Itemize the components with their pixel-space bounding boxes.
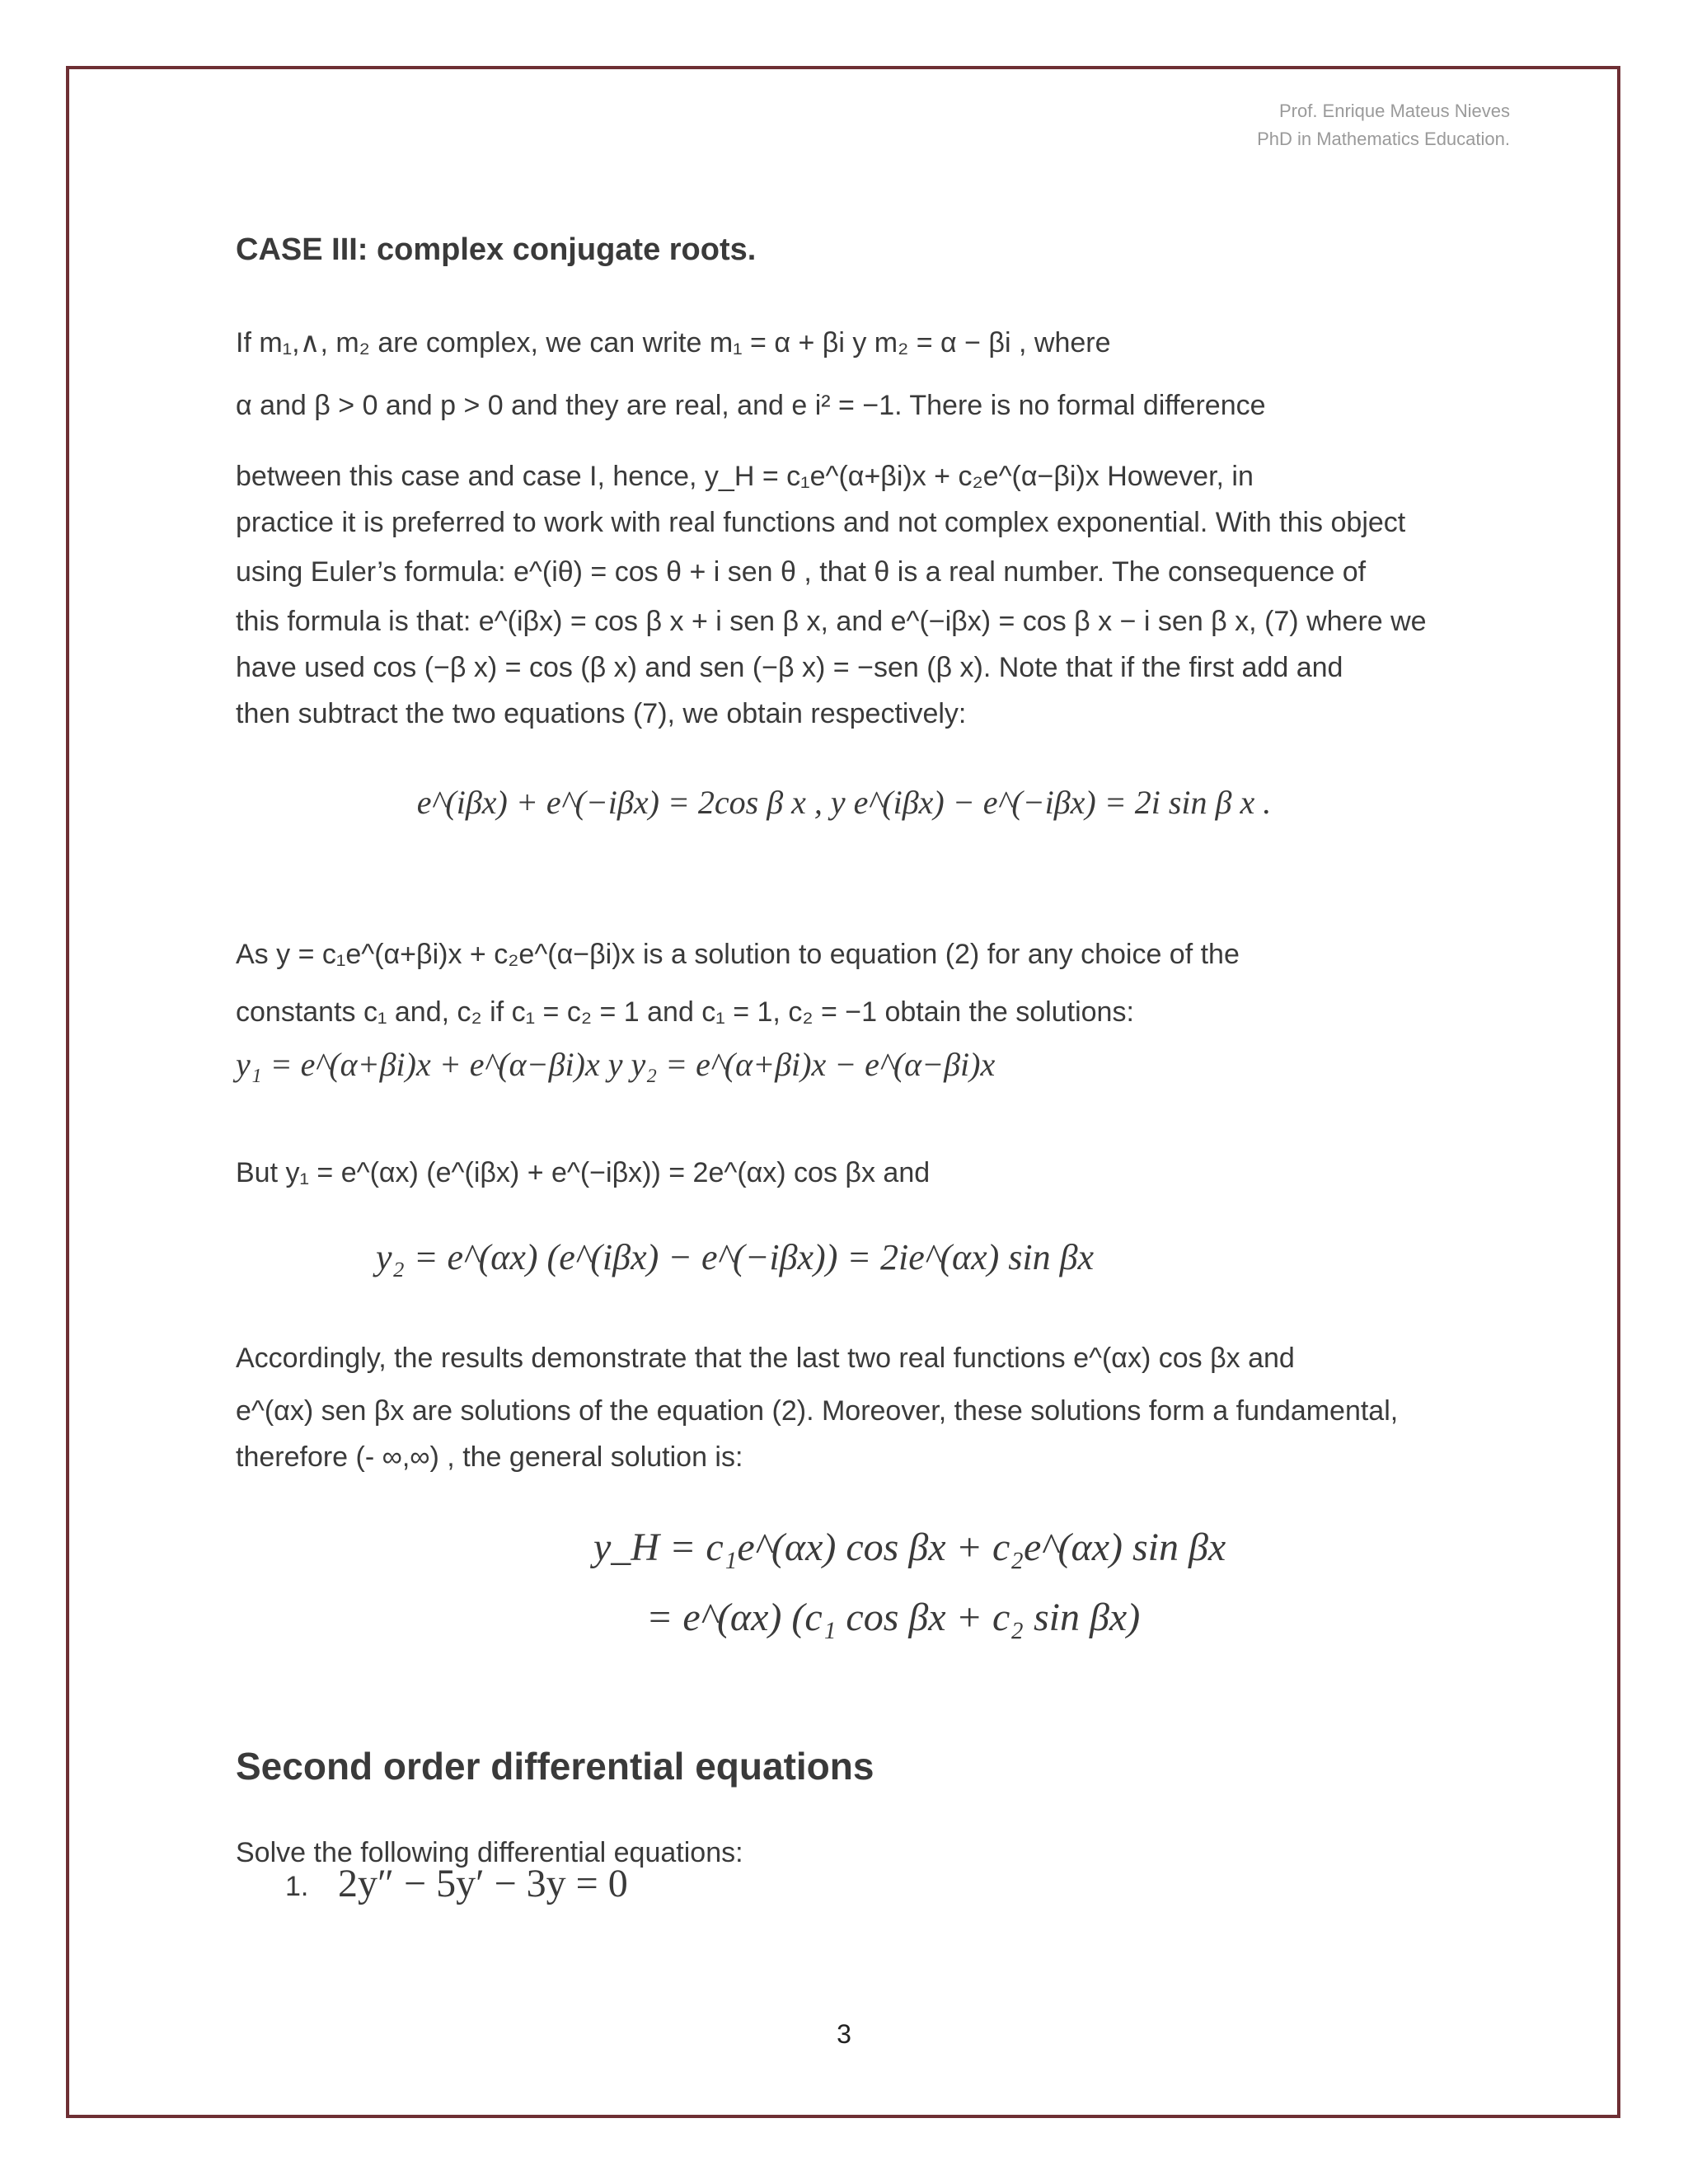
general-solution-line-1: y_H = c₁e^(αx) cos βx + c₂e^(αx) sin βx — [593, 1526, 1226, 1569]
p1-line-8: then subtract the two equations (7), we obtain respectively: — [236, 698, 967, 729]
p2-line-2: constants c₁ and, c₂ if c₁ = c₂ = 1 and c₁ = 1, c₂ = −1 obtain the solutions: — [236, 996, 1134, 1028]
p3-line-3: therefore (- ∞,∞) , the general solution is: — [236, 1441, 743, 1473]
p1-line-4: practice it is preferred to work with real functions and not complex exponential. With this object — [236, 507, 1406, 538]
exercise-intro: Solve the following differential equations: — [236, 1837, 743, 1868]
general-solution-line-2: = e^(αx) (c₁ cos βx + c₂ sin βx) — [646, 1596, 1141, 1639]
page-number: 3 — [837, 2019, 851, 2049]
p3-line-1: Accordingly, the results demonstrate that the last two real functions e^(αx) cos βx and — [236, 1343, 1295, 1374]
p1-line-5: using Euler’s formula: e^(iθ) = cos θ + i sen θ , that θ is a real number. The consequence of — [236, 556, 1367, 588]
header-degree: PhD in Mathematics Education. — [1257, 129, 1510, 149]
equation-y2: y₂ = e^(αx) (e^(iβx) − e^(−iβx)) = 2ie^(αx) sin βx — [376, 1237, 1095, 1277]
paragraph-3 — [236, 1335, 1510, 1480]
paragraph-1 — [236, 320, 1510, 737]
paragraph-2 — [236, 931, 1510, 1088]
p1-line-3: between this case and case I, hence, y_H = c₁e^(α+βi)x + c₂e^(α−βi)x However, in — [236, 461, 1254, 492]
p1-line-1: If m₁,∧, m₂ are complex, we can write m₁ = α + βi y m₂ = α − βi , where — [236, 327, 1111, 359]
p3-line-2: e^(αx) sen βx are solutions of the equation (2). Moreover, these solutions form a fundamental, — [236, 1395, 1399, 1427]
p1-line-7: have used cos (−β x) = cos (β x) and sen (−β x) = −sen (β x). Note that if the first add and — [236, 652, 1343, 683]
exercise-1-equation: 2y″ − 5y′ − 3y = 0 — [338, 1862, 628, 1905]
header-author: Prof. Enrique Mateus Nieves — [1278, 101, 1510, 121]
p2-line-1: As y = c₁e^(α+βi)x + c₂e^(α−βi)x is a solution to equation (2) for any choice of the — [236, 939, 1240, 970]
section-title-second-order: Second order differential equations — [236, 1745, 874, 1788]
p1-line-2: α and β > 0 and p > 0 and they are real, and e i² = −1. There is no formal difference — [236, 390, 1266, 421]
page-header — [1257, 97, 1510, 153]
p1-line-6: this formula is that: e^(iβx) = cos β x + i sen β x, and e^(−iβx) = cos β x − i sen β x, (7) where we — [236, 606, 1427, 637]
exercise-1-number: 1. — [285, 1871, 309, 1902]
p2-line-3: y₁ = e^(α+βi)x + e^(α−βi)x y y₂ = e^(α+βi)x − e^(α−βi)x — [236, 1046, 996, 1083]
equation-sum-difference: e^(iβx) + e^(−iβx) = 2cos β x , y e^(iβx) − e^(−iβx) = 2i sin β x . — [416, 784, 1272, 821]
but-line: But y₁ = e^(αx) (e^(iβx) + e^(−iβx)) = 2e^(αx) cos βx and — [236, 1157, 931, 1188]
section-title-case-iii: CASE III: complex conjugate roots. — [236, 232, 757, 267]
